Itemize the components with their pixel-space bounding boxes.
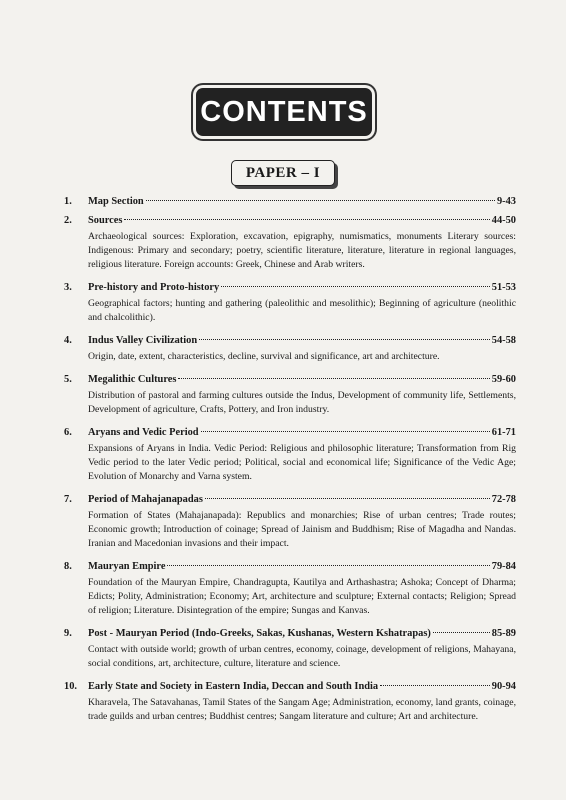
toc-entry-heading	[64, 214, 516, 227]
dot-leader	[124, 219, 489, 220]
toc-entry	[64, 373, 516, 417]
toc-entry-description: Foundation of the Mauryan Empire, Chandragupta, Kautilya and Arthashastra; Ashoka; Concept of Dharma; Edicts; Polity, Administration; Economy; Art, architecture and sculpture; External contacts; Religion; Spread of religion; Literature. Disintegration of the empire; Sungas and Kanvas.	[88, 577, 516, 616]
toc-entry	[64, 426, 516, 484]
toc-entry-description: Kharavela, The Satavahanas, Tamil States of the Sangam Age; Administration, economy, land grants, coinage, trade guilds and urban centres; Buddhist centres; Sangam literature and culture; Art and architecture.	[88, 697, 516, 722]
dot-leader	[146, 200, 495, 201]
toc-entry-number: 4.	[64, 335, 72, 346]
toc-entry-number: 9.	[64, 628, 72, 639]
toc-entry-number: 7.	[64, 494, 72, 505]
toc-entry-number: 2.	[64, 215, 72, 226]
toc-entry-heading	[64, 426, 516, 439]
toc-entry-title: Indus Valley Civilization	[88, 335, 198, 346]
toc-entry-description: Distribution of pastoral and farming cultures outside the Indus, Development of community life, Settlements, Development of agriculture, Crafts, Pottery, and Iron industry.	[88, 390, 516, 415]
table-of-contents	[64, 195, 516, 733]
toc-entry-pages: 54-58	[491, 335, 516, 346]
contents-banner	[196, 88, 372, 136]
dot-leader	[221, 286, 490, 287]
toc-entry-heading	[64, 560, 516, 573]
toc-entry-number: 10.	[64, 681, 77, 692]
toc-entry-description: Geographical factors; hunting and gathering (paleolithic and mesolithic); Beginning of agriculture (neolithic and chalcolithic).	[88, 298, 516, 323]
dot-leader	[380, 685, 490, 686]
toc-entry-pages: 9-43	[496, 196, 516, 207]
toc-entry-title: Aryans and Vedic Period	[88, 427, 199, 438]
dot-leader	[433, 632, 490, 633]
toc-entry	[64, 680, 516, 724]
toc-entry	[64, 493, 516, 551]
dot-leader	[199, 339, 490, 340]
toc-entry-heading	[64, 281, 516, 294]
toc-entry-description: Archaeological sources: Exploration, excavation, epigraphy, numismatics, monuments Literary sources: Indigenous: Primary and secondary; poetry, scientific literature, literature, literature in regional languages, religious literature. Foreign accounts: Greek, Chinese and Arab writers.	[88, 231, 516, 270]
toc-entry-title: Early State and Society in Eastern India, Deccan and South India	[88, 681, 379, 692]
toc-entry-pages: 51-53	[491, 282, 516, 293]
toc-entry	[64, 560, 516, 618]
toc-entry-heading	[64, 680, 516, 693]
toc-entry-title: Map Section	[88, 196, 144, 207]
toc-entry-pages: 59-60	[491, 374, 516, 385]
toc-entry-pages: 61-71	[491, 427, 516, 438]
toc-entry-number: 1.	[64, 196, 72, 207]
toc-entry-pages: 79-84	[491, 561, 516, 572]
toc-entry-title: Post - Mauryan Period (Indo-Greeks, Sakas, Kushanas, Western Kshatrapas)	[88, 628, 431, 639]
toc-entry-title: Pre-history and Proto-history	[88, 282, 220, 293]
toc-entry-title: Mauryan Empire	[88, 561, 166, 572]
toc-entry-number: 3.	[64, 282, 72, 293]
toc-entry-title: Period of Mahajanapadas	[88, 494, 203, 505]
toc-entry-number: 5.	[64, 374, 72, 385]
toc-entry	[64, 195, 516, 208]
page-title: CONTENTS	[200, 95, 368, 128]
toc-entry-description: Expansions of Aryans in India. Vedic Period: Religious and philosophic literature; Transformation from Rig Vedic period to the later Vedic period; Political, social and economical life; Significance of the Vedic Age; Evolution of Monarchy and Varna system.	[88, 443, 516, 482]
dot-leader	[201, 431, 490, 432]
dot-leader	[205, 498, 490, 499]
toc-entry-heading	[64, 627, 516, 640]
paper-label: PAPER – I	[231, 160, 335, 186]
toc-entry-pages: 72-78	[491, 494, 516, 505]
toc-entry-title: Megalithic Cultures	[88, 374, 177, 385]
dot-leader	[178, 378, 489, 379]
toc-entry-number: 6.	[64, 427, 72, 438]
toc-entry	[64, 281, 516, 325]
toc-entry-heading	[64, 493, 516, 506]
toc-entry	[64, 334, 516, 364]
toc-entry-description: Origin, date, extent, characteristics, decline, survival and significance, art and architecture.	[88, 351, 440, 362]
dot-leader	[167, 565, 489, 566]
toc-entry-description: Contact with outside world; growth of urban centres, economy, coinage, development of religions, Mahayana, social conditions, art, architecture, culture, literature and science.	[88, 644, 516, 669]
toc-entry	[64, 214, 516, 272]
toc-entry-heading	[64, 334, 516, 347]
toc-entry	[64, 627, 516, 671]
toc-entry-heading	[64, 373, 516, 386]
toc-entry-title: Sources	[88, 215, 123, 226]
toc-entry-number: 8.	[64, 561, 72, 572]
toc-entry-pages: 44-50	[491, 215, 516, 226]
toc-entry-pages: 90-94	[491, 681, 516, 692]
toc-entry-pages: 85-89	[491, 628, 516, 639]
toc-entry-heading	[64, 195, 516, 208]
toc-entry-description: Formation of States (Mahajanapada): Republics and monarchies; Rise of urban centres; Trade routes; Economic growth; Introduction of coinage; Spread of Jainism and Buddhism; Rise of Magadha and Nandas. Iranian and Macedonian invasions and their impact.	[88, 510, 516, 549]
